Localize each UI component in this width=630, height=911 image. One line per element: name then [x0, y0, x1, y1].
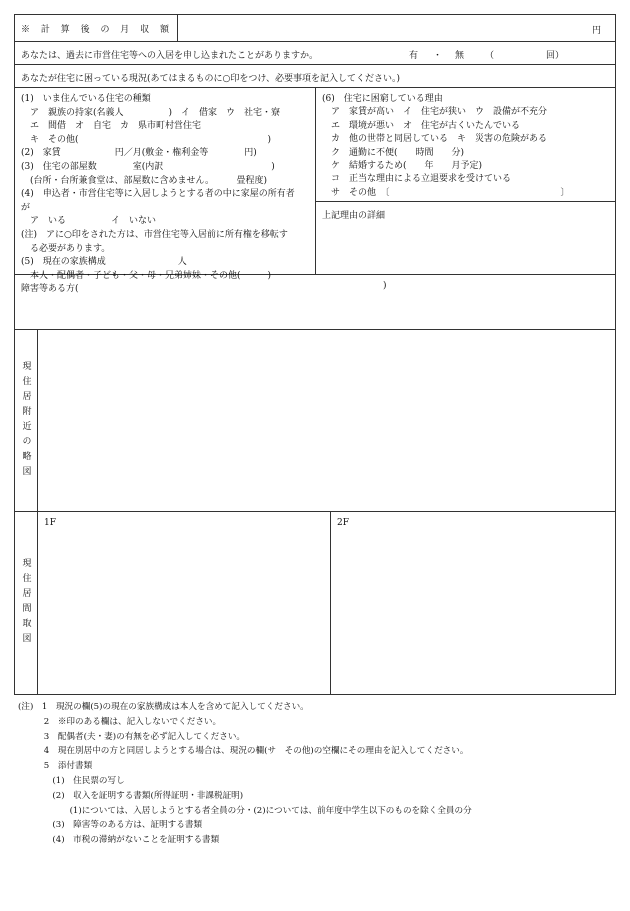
housing-line: る必要があります。: [21, 243, 111, 254]
reason-detail-label: 上記理由の詳細: [322, 211, 386, 221]
situation-header: あなたが住宅に困っている現況(あてはまるものに○印をつけ、必要事項を記入してください。): [21, 74, 401, 84]
monthly-income-row: [15, 15, 615, 42]
reason-line: ケ 結婚するため( 年 月予定): [322, 161, 483, 172]
floor2-area[interactable]: [331, 512, 615, 694]
floor1-area[interactable]: [38, 512, 331, 694]
housing-line: キ その他( ): [21, 134, 272, 145]
form-table: [14, 14, 616, 695]
reason-line: サ その他 〔 〕: [322, 187, 570, 198]
housing-line: (3) 住宅の部屋数 室(内訳 ): [21, 161, 275, 172]
note-line: 3 配偶者(夫・妻)の有無を必ず記入してください。: [18, 731, 246, 742]
housing-line: (台所・台所兼食堂は、部屋数に含めません。 畳程度): [21, 175, 268, 186]
history-separator: ・: [433, 51, 443, 61]
floor1-label: 1F: [44, 518, 56, 528]
note-line: (1) 住民票の写し: [18, 775, 125, 786]
application-history-row: [15, 42, 615, 65]
situation-header-row: [15, 65, 615, 88]
reason-line: コ 正当な理由による立退要求を受けている: [322, 174, 512, 185]
current-housing-section: [15, 88, 316, 281]
history-question: あなたは、過去に市営住宅等への入居を申し込まれたことがありますか。: [21, 51, 319, 61]
history-count-open: （: [485, 51, 495, 61]
history-yes-option[interactable]: 有: [409, 51, 419, 61]
note-line: (2) 収入を証明する書類(所得証明・非課税証明): [18, 790, 244, 801]
disability-row[interactable]: [15, 275, 615, 330]
monthly-income-field[interactable]: [178, 15, 615, 41]
reason-line: ク 通勤に不便( 時間 分): [322, 147, 465, 158]
housing-line: (4) 申込者・市営住宅等に入居しようとする者の中に家屋の所有者: [21, 189, 295, 200]
floor-plan-label: 現住居間取図: [20, 558, 31, 648]
housing-line: が: [21, 202, 31, 213]
reason-line: エ 環境が悪い オ 住宅が古くいたんでいる: [322, 120, 521, 131]
neighborhood-map-row: [15, 330, 615, 512]
floor-plan-row: [15, 512, 615, 694]
map-label-cell: [15, 330, 38, 511]
history-count-close: 回）: [546, 51, 565, 61]
housing-line: (5) 現在の家族構成 人: [21, 257, 187, 268]
note-line: (4) 市税の滞納がないことを証明する書類: [18, 835, 220, 846]
reasons-section: [316, 88, 615, 274]
floor-label-cell: [15, 512, 38, 694]
note-line: 2 ※印のある欄は、記入しないでください。: [18, 716, 222, 727]
map-drawing-area[interactable]: [38, 330, 615, 511]
note-line: (注) 1 現況の欄(5)の現在の家族構成は本人を含めて記入してください。: [18, 702, 309, 712]
map-label: 現住居附近の略図: [20, 360, 31, 481]
housing-line: ア 親族の持家(名義人 ) イ 借家 ウ 社宅・寮: [21, 107, 281, 118]
disability-close: ): [383, 281, 387, 291]
housing-line: エ 間借 オ 自宅 カ 県市町村営住宅: [21, 121, 202, 132]
monthly-income-label: ※ 計 算 後 の 月 収 額: [15, 15, 178, 41]
floor2-label: 2F: [337, 518, 349, 528]
history-no-option[interactable]: 無: [455, 51, 465, 61]
notes-section: [18, 700, 618, 848]
yen-unit: 円: [591, 26, 601, 36]
reason-line: (6) 住宅に困窮している理由: [322, 94, 443, 104]
reason-line: カ 他の世帯と同居している キ 災害の危険がある: [322, 134, 548, 145]
housing-line: 本人・配偶者・子ども・父・母・兄弟姉妹・その他( ): [21, 270, 272, 281]
housing-line: (1) いま住んでいる住宅の種類: [21, 94, 151, 104]
housing-line: (注) アに○印をされた方は、市営住宅等入居前に所有権を移転す: [21, 229, 288, 240]
hardship-reasons: [316, 88, 615, 202]
note-line: 5 添付書類: [18, 761, 93, 772]
housing-line: (2) 家賃 円／月(敷金・権利金等 円): [21, 148, 257, 159]
note-line: (1)については、入居しようとする者全員の分・(2)については、前年度中学生以下のものを除く全員の分: [18, 805, 472, 816]
note-line: 4 現在別居中の方と同居しようとする場合は、現況の欄(サ その他)の空欄にその理由を記入してください。: [18, 746, 469, 757]
reason-detail-field[interactable]: [316, 202, 615, 274]
disability-label: 障害等ある方(: [21, 284, 79, 294]
reason-line: ア 家賃が高い イ 住宅が狭い ウ 設備が不充分: [322, 107, 548, 118]
situation-detail-row: [15, 88, 615, 281]
housing-line: ア いる イ いない: [21, 216, 157, 227]
note-line: (3) 障害等のある方は、証明する書類: [18, 820, 203, 831]
